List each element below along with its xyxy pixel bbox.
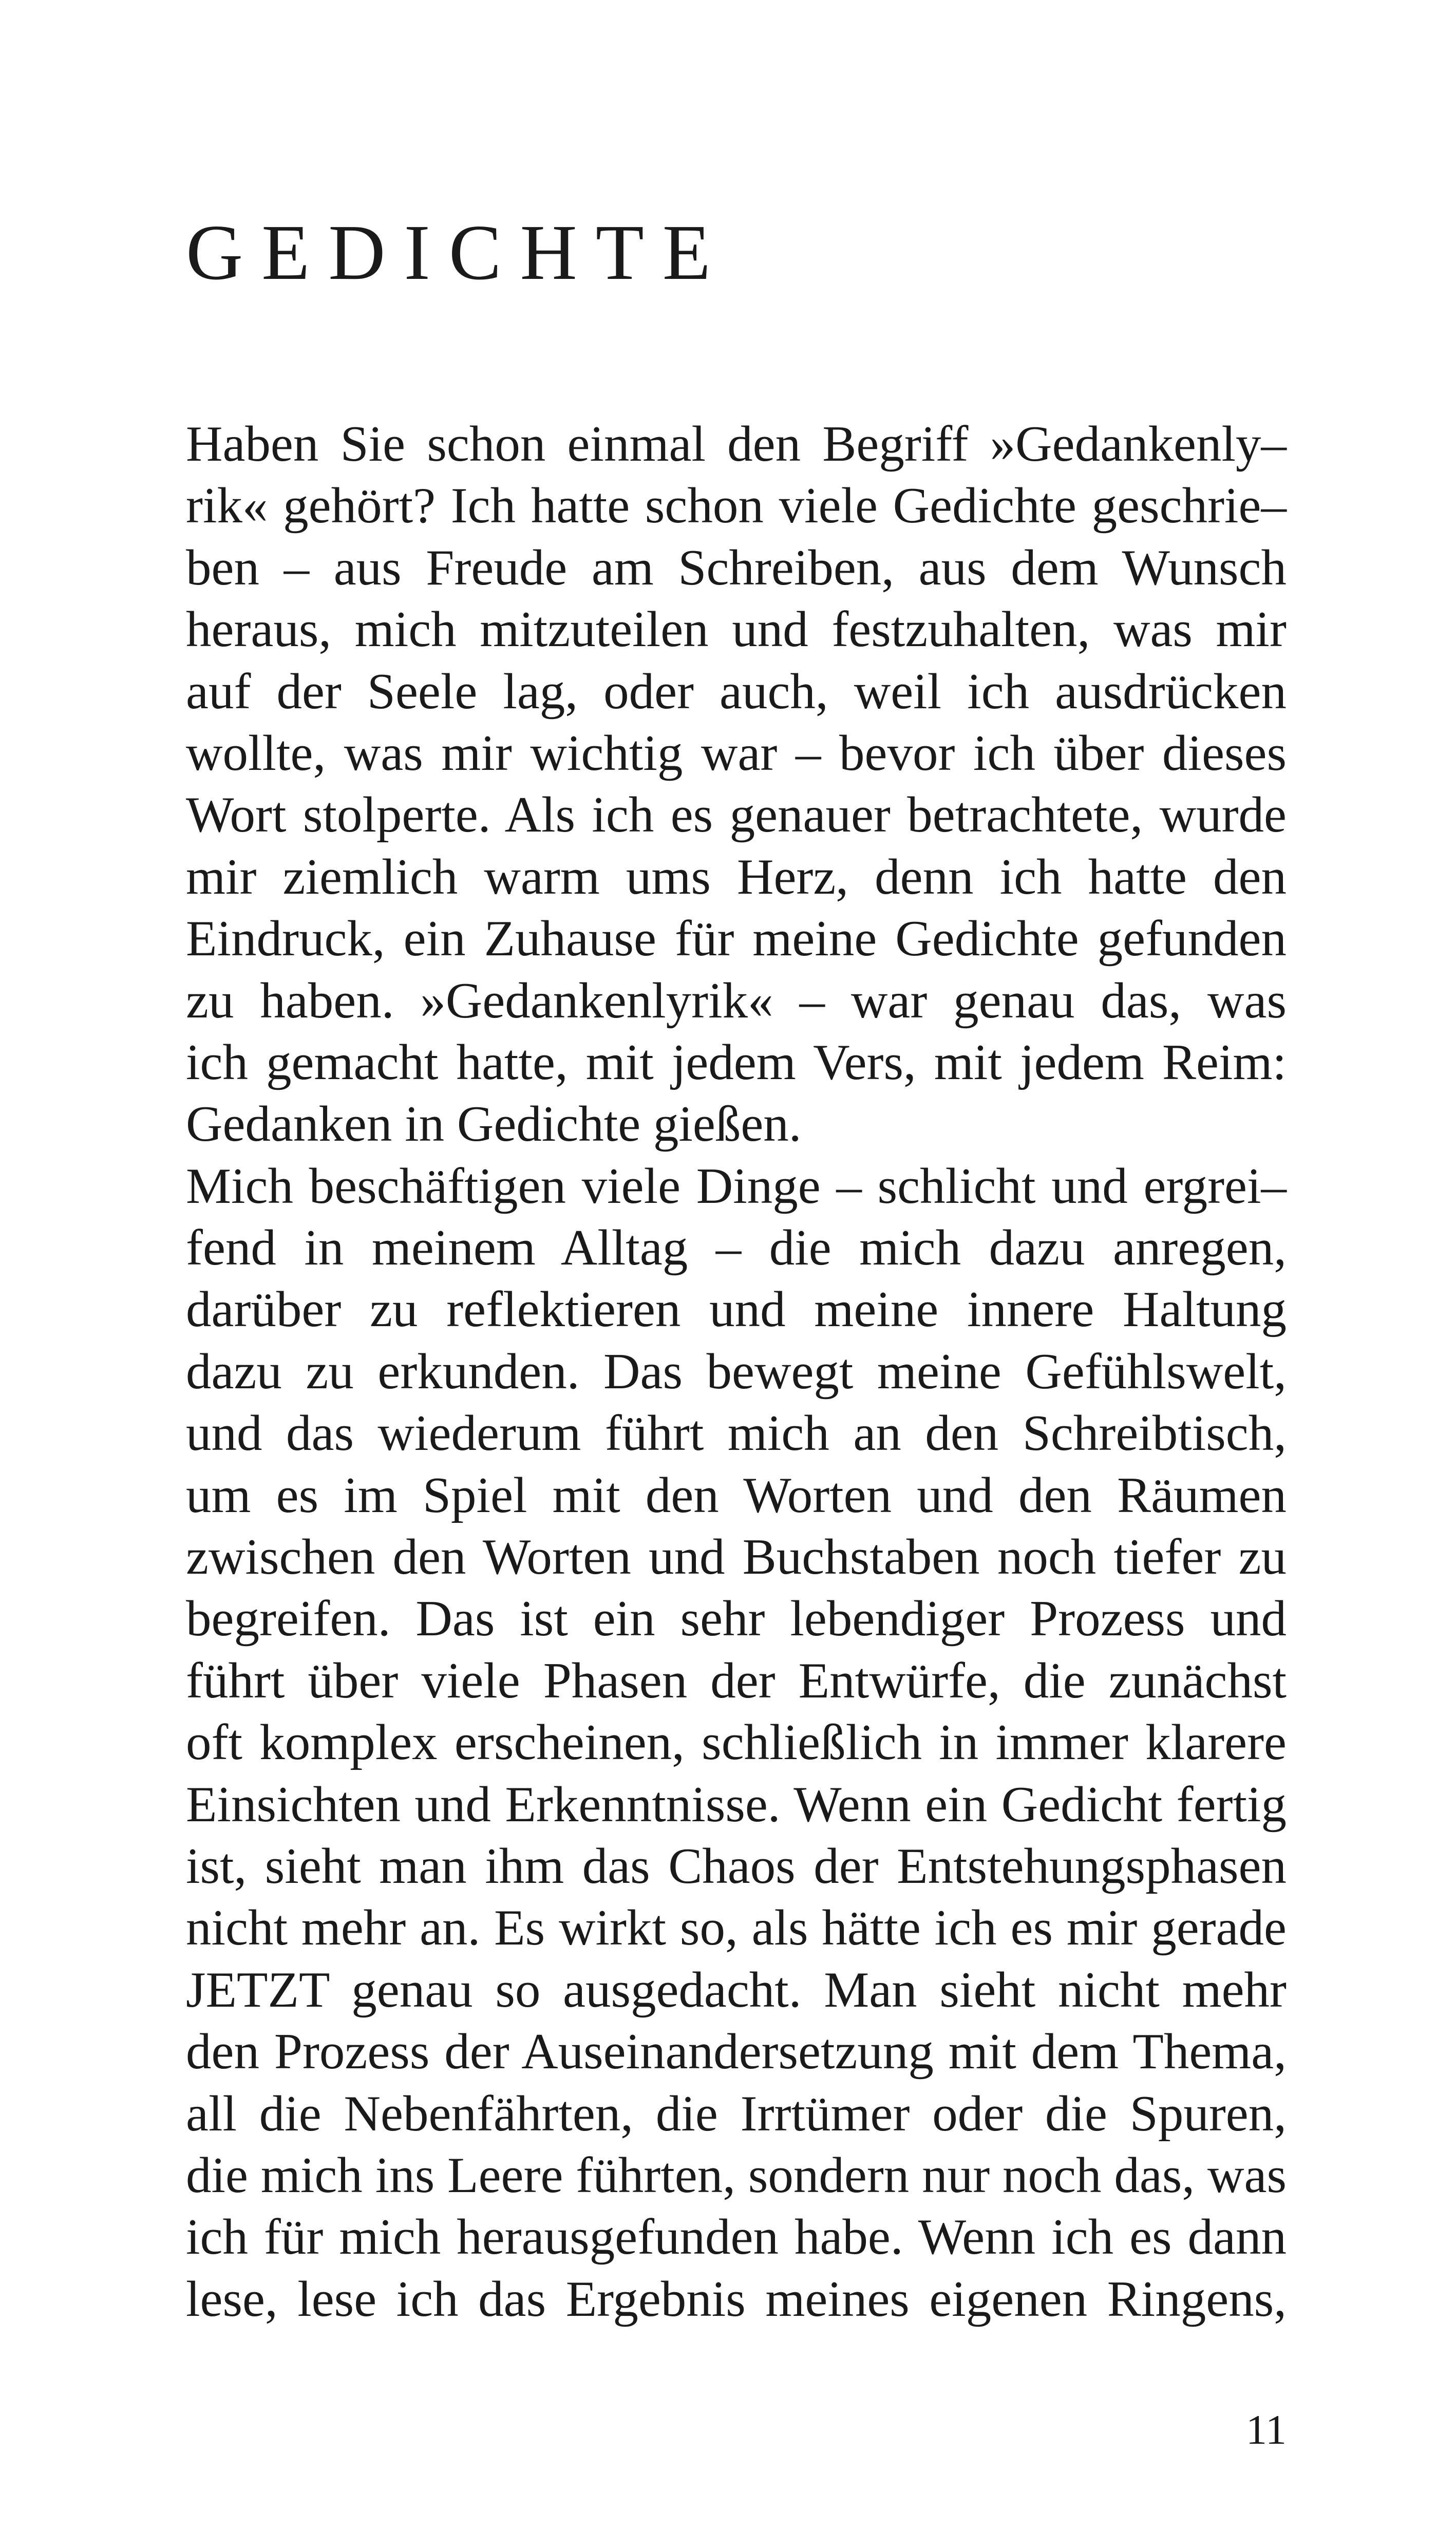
text-line: rik« gehört? Ich hatte schon viele Gedichte geschrie–	[186, 478, 1287, 534]
text-line: Eindruck, ein Zuhause für meine Gedichte gefunden	[186, 911, 1287, 967]
text-line: führt über viele Phasen der Entwürfe, die zunächst	[186, 1652, 1287, 1709]
text-line: Wort stolperte. Als ich es genauer betrachtete, wurde	[186, 787, 1287, 843]
chapter-title: GEDICHTE	[186, 209, 729, 296]
text-line: begreifen. Das ist ein sehr lebendiger Prozess und	[186, 1591, 1287, 1647]
text-line: all die Nebenfährten, die Irrtümer oder die Spuren,	[186, 2085, 1287, 2142]
text-line: heraus, mich mitzuteilen und festzuhalten, was mir	[186, 601, 1287, 658]
text-line: und das wiederum führt mich an den Schreibtisch,	[186, 1405, 1287, 1462]
text-line: nicht mehr an. Es wirkt so, als hätte ich es mir gerade	[186, 1900, 1287, 1956]
text-line: die mich ins Leere führten, sondern nur noch das, was	[186, 2147, 1287, 2203]
text-line: ist, sieht man ihm das Chaos der Entstehungsphasen	[186, 1838, 1287, 1894]
text-line: darüber zu reflektieren und meine innere Haltung	[186, 1281, 1287, 1338]
text-line: um es im Spiel mit den Worten und den Räumen	[186, 1467, 1287, 1523]
text-line: Einsichten und Erkenntnisse. Wenn ein Gedicht fertig	[186, 1776, 1287, 1833]
text-line: zwischen den Worten und Buchstaben noch tiefer zu	[186, 1529, 1287, 1586]
text-line: fend in meinem Alltag – die mich dazu anregen,	[186, 1220, 1287, 1276]
text-line: ben – aus Freude am Schreiben, aus dem Wunsch	[186, 539, 1287, 596]
text-line: zu haben. »Gedankenlyrik« – war genau das, was	[186, 972, 1287, 1029]
text-line: lese, lese ich das Ergebnis meines eigenen Ringens,	[186, 2271, 1287, 2327]
text-line: dazu zu erkunden. Das bewegt meine Gefühlswelt,	[186, 1343, 1287, 1400]
body-text	[186, 413, 1287, 2330]
text-line: den Prozess der Auseinandersetzung mit dem Thema,	[186, 2024, 1287, 2080]
text-line: ich für mich herausgefunden habe. Wenn ich es dann	[186, 2209, 1287, 2266]
text-line: Gedanken in Gedichte gießen.	[186, 1096, 802, 1153]
text-line: oft komplex erscheinen, schließlich in immer klarere	[186, 1714, 1287, 1771]
paragraph-2	[186, 1156, 1287, 2330]
text-line: mir ziemlich warm ums Herz, denn ich hatte den	[186, 848, 1287, 905]
text-line: JETZT genau so ausgedacht. Man sieht nicht mehr	[186, 1961, 1287, 2018]
text-line: Haben Sie schon einmal den Begriff »Gedankenly–	[186, 416, 1287, 472]
text-line: Mich beschäftigen viele Dinge – schlicht und ergrei–	[186, 1158, 1287, 1214]
text-line: auf der Seele lag, oder auch, weil ich ausdrücken	[186, 663, 1287, 720]
text-line: wollte, was mir wichtig war – bevor ich über dieses	[186, 725, 1287, 781]
text-line: ich gemacht hatte, mit jedem Vers, mit jedem Reim:	[186, 1034, 1287, 1090]
paragraph-1	[186, 413, 1287, 1156]
page-number: 11	[1246, 2406, 1287, 2453]
